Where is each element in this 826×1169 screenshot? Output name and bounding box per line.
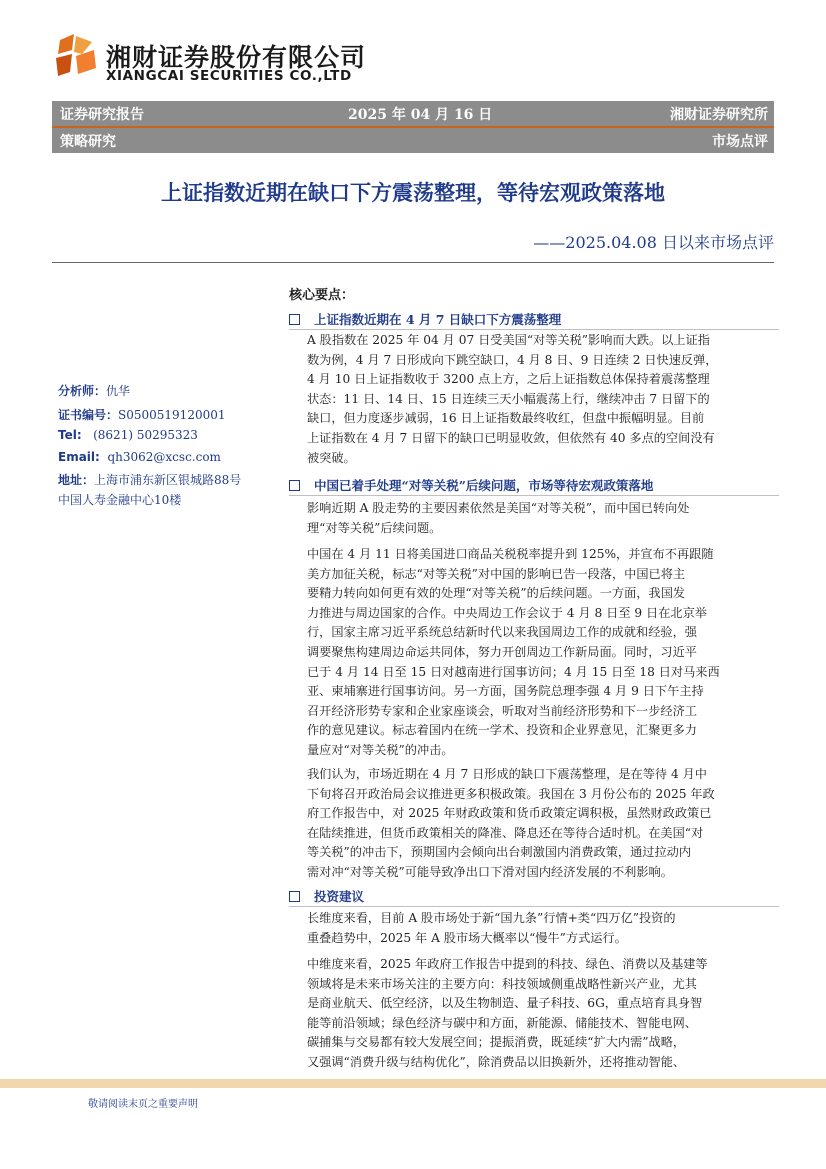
paragraph-line: 等关税”的冲击下，预期国内会倾向出台刺激国内消费政策，通过拉动内	[307, 845, 692, 860]
section-paragraph	[307, 765, 773, 883]
company-name-cn: 湘财证券股份有限公司	[106, 43, 367, 72]
paragraph-line: 影响近期 A 股走势的主要因素依然是美国“对等关税”，而中国已转向处	[307, 501, 690, 515]
paragraph-line: 能等前沿领域；绿色经济与碳中和方面，新能源、储能技术、智能电网、	[307, 1015, 697, 1030]
paragraph-line: 是商业航天、低空经济，以及生物制造、量子科技、6G，重点培育具身智	[307, 996, 703, 1011]
section-paragraph	[307, 331, 773, 468]
paragraph-line: 4 月 10 日上证指数收于 3200 点上方，之后上证指数总体保持着震荡整理	[307, 372, 710, 387]
title-divider	[52, 262, 774, 263]
company-name-en: XIANGCAI SECURITIES CO.,LTD	[106, 68, 352, 84]
paragraph-line: 作的意见建议。标志着国内在统一学术、投资和企业界意见，汇聚更多力	[307, 723, 697, 738]
footer-bar	[0, 1079, 826, 1088]
analyst-tel: (8621) 50295323	[93, 428, 198, 442]
paragraph-line: 下旬将召开政治局会议推进更多积极政策。我国在 3 月份公布的 2025 年政	[307, 786, 715, 801]
section-heading-text: 投资建议	[314, 889, 365, 904]
checkbox-icon	[289, 314, 300, 325]
paragraph-line: 府工作报告中，对 2025 年财政政策和货币政策定调积极，虽然财政政策已	[307, 806, 712, 821]
paragraph-line: A 股指数在 2025 年 04 月 07 日受美国“对等关税”影响而大跌。以上证指	[307, 333, 710, 347]
analyst-address-line1: 上海市浦东新区银城路88号	[94, 473, 242, 487]
section-paragraph	[307, 909, 773, 948]
analyst-email-label: Email:	[58, 450, 100, 464]
section-heading	[289, 310, 779, 328]
analyst-cert-row	[58, 406, 226, 423]
paragraph-line: 长维度来看，目前 A 股市场处于新“国九条”行情+类“四万亿”投资的	[307, 911, 676, 925]
paragraph-line: 领域将是未来市场关注的主要方向：科技领域侧重战略性新兴产业，尤其	[307, 976, 697, 991]
analyst-tel-row	[58, 428, 198, 442]
report-type: 证券研究报告	[60, 107, 144, 123]
analyst-name-row	[58, 382, 130, 399]
paragraph-line: 缺口，但力度逐步减弱，16 日上证指数最终收红，但盘中振幅明显。目前	[307, 411, 705, 426]
analyst-address-line2: 中国人寿金融中心10楼	[58, 493, 182, 507]
paragraph-line: 我们认为，市场近期在 4 月 7 日形成的缺口下震荡整理，是在等待 4 月中	[307, 767, 707, 781]
analyst-address-label: 地址：	[58, 473, 95, 487]
section-paragraph	[307, 499, 773, 538]
paragraph-line: 数为例，4 月 7 日形成向下跳空缺口，4 月 8 日、9 日连续 2 日快速反弹，	[307, 352, 718, 367]
paragraph-line: 召开经济形势专家和企业家座谈会，听取对当前经济形势和下一步经济工	[307, 703, 697, 718]
section-heading	[289, 887, 779, 905]
analyst-email-row	[58, 450, 221, 464]
paragraph-line: 上证指数在 4 月 7 日留下的缺口已明显收敛，但依然有 40 多点的空间没有	[307, 430, 715, 445]
section-underline	[289, 495, 779, 496]
analyst-tel-label: Tel:	[58, 428, 82, 442]
paragraph-line: 已于 4 月 14 日至 15 日对越南进行国事访问；4 月 15 日至 18 日对马来西	[307, 664, 720, 679]
report-date: 2025 年 04 月 16 日	[348, 107, 493, 123]
section-heading-text: 上证指数近期在 4 月 7 日缺口下方震荡整理	[314, 312, 562, 327]
core-points-heading: 核心要点：	[289, 288, 355, 303]
analyst-name-label: 分析师：	[58, 384, 107, 398]
paragraph-line: 中国在 4 月 11 日将美国进口商品关税税率提升到 125%，并宣布不再跟随	[307, 547, 714, 561]
paragraph-line: 被突破。	[307, 450, 356, 465]
section-heading	[289, 476, 779, 494]
paragraph-line: 又强调“消费升级与结构优化”，除消费品以旧换新外，还将推动智能、	[307, 1054, 686, 1069]
company-logo-icon	[52, 32, 100, 80]
section-paragraph	[307, 545, 773, 761]
report-subtitle: ——2025.04.08 日以来市场点评	[533, 233, 774, 252]
paragraph-line: 力推进与周边国家的合作。中央周边工作会议于 4 月 8 日至 9 日在北京举	[307, 605, 707, 620]
report-title: 上证指数近期在缺口下方震荡整理，等待宏观政策落地	[161, 181, 665, 205]
section-paragraph	[307, 955, 773, 1073]
paragraph-line: 状态：11 日、14 日、15 日连续三天小幅震荡上行，继续冲击 7 日留下的	[307, 391, 710, 406]
paragraph-line: 要精力转向如何更有效的处理“对等关税”的后续问题。一方面，我国发	[307, 586, 686, 601]
report-category: 策略研究	[60, 134, 116, 150]
paragraph-line: 理“对等关税”后续问题。	[307, 520, 442, 535]
paragraph-line: 中维度来看，2025 年政府工作报告中提到的科技、绿色、消费以及基建等	[307, 957, 708, 971]
paragraph-line: 调要聚焦构建周边命运共同体，努力开创周边工作新局面。同时，习近平	[307, 644, 697, 659]
checkbox-icon	[289, 480, 300, 491]
checkbox-icon	[289, 891, 300, 902]
paragraph-line: 量应对“对等关税”的冲击。	[307, 742, 454, 757]
analyst-cert: S0500519120001	[118, 408, 226, 422]
analyst-email[interactable]: qh3062@xcsc.com	[107, 450, 221, 464]
paragraph-line: 美方加征关税，标志“对等关税”对中国的影响已告一段落，中国已将主	[307, 566, 686, 581]
section-heading-text: 中国已着手处理“对等关税”后续问题，市场等待宏观政策落地	[314, 478, 654, 493]
paragraph-line: 重叠趋势中，2025 年 A 股市场大概率以“慢牛”方式运行。	[307, 930, 627, 945]
section-underline	[289, 906, 779, 907]
analyst-cert-label: 证书编号：	[58, 408, 119, 422]
paragraph-line: 亚、柬埔寨进行国事访问。另一方面，国务院总理李强 4 月 9 日下午主持	[307, 684, 704, 699]
analyst-address-row	[58, 471, 241, 488]
footer-disclaimer-note[interactable]: 敬请阅读末页之重要声明	[88, 1099, 198, 1110]
paragraph-line: 需对冲“对等关税”可能导致净出口下滑对国内经济发展的不利影响。	[307, 864, 673, 879]
header-bar-bottom	[52, 128, 774, 153]
institute-name: 湘财证券研究所	[670, 107, 768, 123]
paragraph-line: 行，国家主席习近平系统总结新时代以来我国周边工作的成就和经验，强	[307, 625, 697, 640]
header-bar-top	[52, 101, 774, 126]
section-underline	[289, 329, 779, 330]
analyst-name: 仇华	[106, 384, 131, 398]
report-subcategory: 市场点评	[712, 134, 768, 150]
paragraph-line: 碳捕集与交易都有较大发展空间；提振消费，既延续“扩大内需”战略，	[307, 1035, 686, 1050]
paragraph-line: 在陆续推进，但货币政策相关的降准、降息还在等待合适时机。在美国“对	[307, 825, 704, 840]
